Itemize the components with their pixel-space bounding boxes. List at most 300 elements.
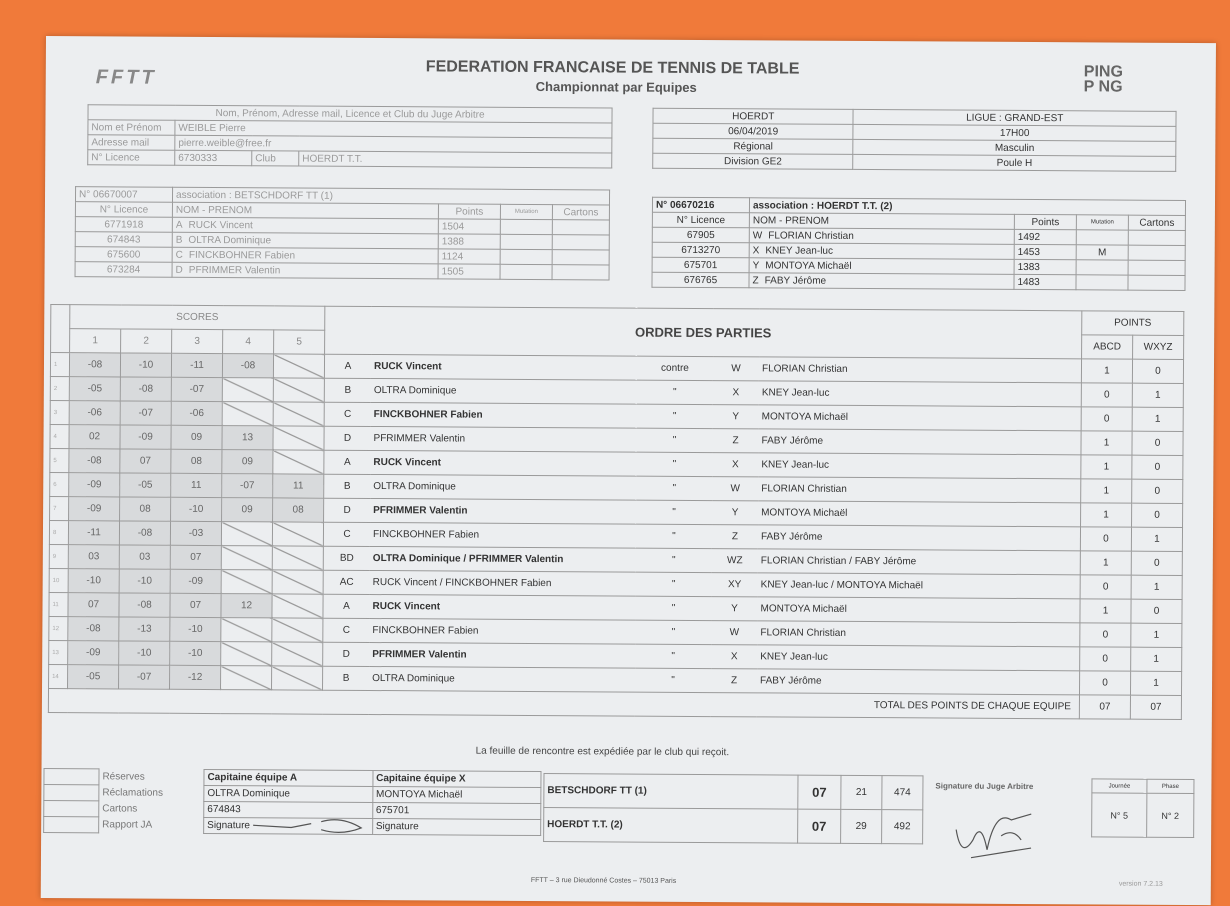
- player-points: 1504: [438, 219, 500, 234]
- set-score: -08: [69, 449, 120, 473]
- player-x-name: KNEY Jean-luc: [759, 381, 1082, 407]
- referee-table: [87, 104, 612, 168]
- rapport-label: Rapport JA: [102, 819, 153, 831]
- player-cards: [552, 265, 609, 280]
- team-a-number: N° 06670007: [75, 187, 172, 203]
- set-score: [273, 426, 324, 450]
- referee-name: WEIBLE Pierre: [175, 120, 612, 138]
- player-a-letter: C: [323, 618, 370, 642]
- points-abcd: 1: [1081, 479, 1132, 503]
- versus: ": [635, 620, 711, 644]
- match-number: 3: [50, 401, 69, 425]
- col-mutation: Mutation: [500, 204, 552, 219]
- match-number: 14: [49, 665, 68, 689]
- set-score: 02: [69, 425, 120, 449]
- player-x-letter: Y: [711, 597, 757, 621]
- player-name: [172, 247, 438, 264]
- player-x-letter: X: [711, 645, 757, 669]
- player-a-letter: AC: [323, 570, 370, 594]
- player-a-letter: D: [324, 426, 371, 450]
- referee-mail: pierre.weible@free.fr: [175, 135, 612, 153]
- captain-a-licence: 674843: [204, 801, 373, 818]
- col-cards: Cartons: [552, 205, 609, 220]
- player-letter: Z: [752, 274, 759, 286]
- referee-licence-label: N° Licence: [88, 150, 175, 166]
- player-cards: [1128, 260, 1185, 275]
- set-score: -10: [170, 641, 221, 665]
- versus: ": [635, 644, 711, 668]
- points-wxyz: 1: [1131, 575, 1182, 599]
- abcd-header: ABCD: [1082, 335, 1133, 359]
- team-a-association: association : BETSCHDORF TT (1): [172, 187, 609, 205]
- player-name: [749, 243, 1014, 260]
- player-name: [749, 228, 1014, 245]
- points-wxyz: 0: [1132, 359, 1183, 383]
- player-name: [749, 258, 1014, 275]
- player-a-name: RUCK Vincent / FINCKBOHNER Fabien: [370, 570, 636, 596]
- match-number: 8: [49, 521, 68, 545]
- set-5-header: 5: [274, 330, 325, 354]
- player-row: [75, 262, 609, 280]
- set-score: -05: [120, 473, 171, 497]
- phase-value: N° 2: [1147, 793, 1194, 837]
- player-letter: D: [175, 264, 183, 276]
- set-score: -09: [69, 497, 120, 521]
- versus: ": [636, 500, 712, 524]
- set-score: 11: [171, 473, 222, 497]
- points-abcd: 1: [1081, 455, 1132, 479]
- referee-heading: Nom, Prénom, Adresse mail, Licence et Club du Juge Arbitre: [88, 105, 612, 123]
- federation-address: FFTT – 3 rue Dieudonné Costes – 75013 Paris: [530, 876, 677, 885]
- set-score: -05: [68, 665, 119, 689]
- player-a-letter: A: [323, 594, 370, 618]
- rapport-checkbox[interactable]: [44, 817, 99, 833]
- points-abcd: 0: [1080, 575, 1131, 599]
- points-abcd: 1: [1081, 431, 1132, 455]
- player-x-name: KNEY Jean-luc: [758, 453, 1081, 479]
- player-a-letter: A: [324, 354, 371, 378]
- match-number: 5: [50, 449, 69, 473]
- match-number: 4: [50, 425, 69, 449]
- cartons-label: Cartons: [102, 803, 138, 815]
- set-score: -09: [69, 473, 120, 497]
- player-name-text: MONTOYA Michaël: [765, 259, 852, 272]
- set-score: 12: [221, 594, 272, 618]
- player-x-name: FABY Jérôme: [758, 429, 1081, 455]
- player-x-name: FLORIAN Christian: [759, 357, 1082, 383]
- ping-pong-logo: PING P NG: [1083, 63, 1123, 96]
- player-cards: [1128, 245, 1185, 260]
- points-abcd: 0: [1080, 527, 1131, 551]
- points-wxyz: 0: [1131, 551, 1182, 575]
- player-licence: 674843: [75, 232, 172, 248]
- player-x-name: FABY Jérôme: [757, 669, 1080, 695]
- set-score: [272, 618, 323, 642]
- player-name-text: RUCK Vincent: [188, 219, 253, 231]
- player-letter: B: [175, 234, 183, 246]
- result-a-score: 07: [798, 775, 841, 809]
- set-score: -09: [120, 425, 171, 449]
- set-score: -11: [68, 521, 119, 545]
- set-score: -11: [171, 353, 222, 377]
- set-score: [221, 666, 272, 690]
- meeting-level: Régional: [653, 138, 854, 154]
- player-licence: 673284: [75, 262, 172, 278]
- player-letter: C: [175, 249, 183, 261]
- points-abcd: 1: [1081, 359, 1132, 383]
- points-abcd: 0: [1081, 383, 1132, 407]
- player-letter: W: [752, 229, 763, 241]
- player-licence: 675701: [652, 257, 749, 273]
- set-score: 13: [222, 426, 273, 450]
- set-score: -07: [222, 474, 273, 498]
- player-cards: [552, 250, 609, 265]
- player-licence: 675600: [75, 247, 172, 263]
- set-score: -08: [68, 617, 119, 641]
- points-abcd: 0: [1081, 407, 1132, 431]
- set-3-header: 3: [172, 329, 223, 353]
- meeting-location: HOERDT: [653, 108, 854, 124]
- player-a-name: PFRIMMER Valentin: [369, 642, 635, 668]
- meeting-gender: Masculin: [853, 139, 1176, 156]
- set-score: -08: [69, 353, 120, 377]
- player-a-letter: BD: [323, 546, 370, 570]
- player-a-letter: B: [324, 474, 371, 498]
- player-a-name: FINCKBOHNER Fabien: [370, 522, 636, 548]
- col-points: Points: [438, 204, 500, 219]
- player-a-name: PFRIMMER Valentin: [370, 426, 636, 452]
- set-score: [221, 642, 272, 666]
- versus: ": [636, 428, 712, 452]
- points-wxyz: 1: [1131, 647, 1182, 671]
- player-name-text: KNEY Jean-luc: [765, 244, 834, 257]
- player-cards: [1128, 275, 1185, 290]
- col-name: NOM - PRENOM: [749, 213, 1014, 230]
- player-points: 1383: [1014, 259, 1076, 274]
- checkbox-table: [43, 768, 167, 834]
- round-table: [1091, 778, 1194, 838]
- results-table: [543, 773, 923, 844]
- reserves-label: Réserves: [102, 771, 145, 783]
- set-4-header: 4: [223, 330, 274, 354]
- player-cards: [552, 220, 609, 235]
- set-score: -10: [119, 641, 170, 665]
- player-a-letter: A: [324, 450, 371, 474]
- team-a-table: [75, 186, 611, 280]
- set-score: 09: [222, 498, 273, 522]
- meeting-time: 17H00: [853, 124, 1176, 141]
- result-x-sets: 29: [841, 809, 882, 843]
- set-score: -05: [69, 377, 120, 401]
- player-x-name: MONTOYA Michaël: [757, 597, 1080, 623]
- player-mutation: [1076, 230, 1128, 245]
- player-x-name: MONTOYA Michaël: [759, 405, 1082, 431]
- player-x-letter: W: [712, 477, 758, 501]
- versus: contre: [637, 356, 713, 380]
- player-licence: 676765: [652, 272, 749, 288]
- player-x-letter: X: [712, 453, 758, 477]
- result-x-team: HOERDT T.T. (2): [544, 808, 798, 844]
- set-score: [272, 594, 323, 618]
- reclamations-label: Réclamations: [102, 787, 164, 799]
- set-score: 09: [171, 425, 222, 449]
- journee-label: Journée: [1092, 779, 1147, 793]
- set-1-header: 1: [70, 329, 121, 353]
- player-mutation: [500, 249, 552, 264]
- player-a-letter: C: [324, 402, 371, 426]
- set-score: 08: [171, 449, 222, 473]
- player-a-name: RUCK Vincent: [371, 354, 637, 380]
- player-x-name: FLORIAN Christian / FABY Jérôme: [758, 549, 1081, 575]
- versus: ": [635, 596, 711, 620]
- player-a-name: PFRIMMER Valentin: [370, 498, 636, 524]
- player-points: 1453: [1014, 244, 1076, 259]
- match-number: 9: [49, 545, 68, 569]
- set-score: -08: [119, 521, 170, 545]
- set-score: -09: [68, 641, 119, 665]
- referee-signature-label: Signature du Juge Arbitre: [935, 781, 1034, 792]
- page-title: FEDERATION FRANCAISE DE TENNIS DE TABLE: [425, 58, 800, 78]
- referee-mail-label: Adresse mail: [88, 135, 175, 151]
- set-score: [272, 642, 323, 666]
- player-a-name: OLTRA Dominique: [369, 666, 635, 692]
- referee-club: HOERDT T.T.: [299, 151, 612, 168]
- reclamations-checkbox[interactable]: [44, 785, 99, 801]
- set-score: -10: [119, 569, 170, 593]
- captain-x-signature-label: Signature: [372, 819, 540, 836]
- versus: ": [637, 380, 713, 404]
- points-wxyz: 1: [1130, 671, 1181, 695]
- set-score: -07: [120, 401, 171, 425]
- col-mutation: Mutation: [1076, 215, 1128, 230]
- player-a-letter: B: [323, 666, 370, 690]
- points-wxyz: 0: [1132, 479, 1183, 503]
- player-name-text: FINCKBOHNER Fabien: [188, 249, 296, 262]
- player-licence: 67905: [652, 227, 749, 243]
- fftt-logo: FFTT: [95, 66, 157, 89]
- points-abcd: 1: [1081, 503, 1132, 527]
- set-score: [221, 546, 272, 570]
- meeting-division: Division GE2: [653, 153, 854, 169]
- player-name: [172, 217, 438, 234]
- set-score: -08: [119, 593, 170, 617]
- player-a-name: OLTRA Dominique: [370, 474, 636, 500]
- set-score: [273, 378, 324, 402]
- captain-a-label: Capitaine équipe A: [204, 769, 373, 786]
- versus: ": [636, 524, 712, 548]
- versus: ": [636, 476, 712, 500]
- player-a-name: RUCK Vincent: [369, 594, 635, 620]
- player-x-letter: Y: [713, 405, 759, 429]
- set-score: -07: [171, 377, 222, 401]
- match-order-table: [48, 304, 1184, 720]
- match-number: 11: [49, 593, 68, 617]
- points-header: POINTS: [1082, 311, 1184, 336]
- referee-name-label: Nom et Prénom: [88, 120, 175, 136]
- player-a-name: OLTRA Dominique: [371, 378, 637, 404]
- points-abcd: 0: [1080, 623, 1131, 647]
- points-wxyz: 0: [1132, 503, 1183, 527]
- result-x-score: 07: [798, 809, 841, 843]
- points-abcd: 1: [1080, 551, 1131, 575]
- player-x-letter: XY: [712, 573, 758, 597]
- col-points: Points: [1014, 214, 1076, 229]
- set-score: 03: [119, 545, 170, 569]
- set-score: -06: [171, 401, 222, 425]
- team-x-number: N° 06670216: [652, 197, 749, 213]
- player-mutation: [500, 234, 552, 249]
- result-a-team: BETSCHDORF TT (1): [544, 774, 798, 810]
- player-a-letter: D: [323, 642, 370, 666]
- result-x-points: 492: [882, 810, 923, 844]
- player-x-name: FABY Jérôme: [758, 525, 1081, 551]
- player-name: [172, 262, 438, 279]
- version: version 7.2.13: [1118, 880, 1163, 888]
- points-wxyz: 1: [1131, 527, 1182, 551]
- set-score: 07: [170, 545, 221, 569]
- player-x-letter: Z: [712, 429, 758, 453]
- player-mutation: [1076, 260, 1128, 275]
- player-x-name: KNEY Jean-luc: [757, 645, 1080, 671]
- versus: ": [635, 668, 711, 692]
- player-points: 1124: [438, 249, 500, 264]
- player-row: [652, 272, 1185, 290]
- set-score: -07: [119, 665, 170, 689]
- set-score: [221, 618, 272, 642]
- set-score: -03: [170, 521, 221, 545]
- player-mutation: [1076, 275, 1128, 290]
- points-wxyz: 1: [1132, 407, 1183, 431]
- player-name-text: FLORIAN Christian: [768, 229, 854, 242]
- points-wxyz: 0: [1132, 431, 1183, 455]
- points-wxyz: 0: [1132, 455, 1183, 479]
- player-name-text: PFRIMMER Valentin: [188, 264, 281, 276]
- points-abcd: 0: [1080, 647, 1131, 671]
- col-name: NOM - PRENOM: [172, 202, 438, 219]
- player-name: [172, 232, 438, 249]
- player-mutation: M: [1076, 245, 1128, 260]
- match-number: 10: [49, 569, 68, 593]
- result-a-points: 474: [882, 776, 923, 810]
- set-score: 08: [120, 497, 171, 521]
- player-x-letter: W: [713, 357, 759, 381]
- points-abcd: 1: [1080, 599, 1131, 623]
- col-cards: Cartons: [1128, 215, 1185, 230]
- meeting-league: LIGUE : GRAND-EST: [853, 109, 1176, 126]
- team-x-association: association : HOERDT T.T. (2): [749, 198, 1185, 216]
- player-name: [749, 273, 1014, 290]
- versus: ": [636, 452, 712, 476]
- player-points: 1505: [438, 264, 500, 279]
- player-a-name: OLTRA Dominique / PFRIMMER Valentin: [370, 546, 636, 572]
- player-mutation: [500, 219, 552, 234]
- player-a-letter: C: [323, 522, 370, 546]
- player-x-name: FLORIAN Christian: [757, 621, 1080, 647]
- versus: ": [637, 404, 713, 428]
- set-score: 09: [222, 450, 273, 474]
- player-x-letter: Z: [711, 669, 757, 693]
- match-number: 2: [50, 377, 69, 401]
- player-a-letter: D: [324, 498, 371, 522]
- set-score: 08: [273, 498, 324, 522]
- player-x-letter: Y: [712, 501, 758, 525]
- player-letter: Y: [752, 259, 760, 271]
- player-x-name: KNEY Jean-luc / MONTOYA Michaël: [758, 573, 1081, 599]
- points-wxyz: 0: [1131, 599, 1182, 623]
- player-x-letter: W: [711, 621, 757, 645]
- set-score: 11: [273, 474, 324, 498]
- points-wxyz: 1: [1131, 623, 1182, 647]
- meeting-pool: Poule H: [853, 154, 1176, 171]
- set-score: [273, 402, 324, 426]
- referee-licence: 6730333: [175, 150, 252, 165]
- captain-a-signature-label: Signature: [204, 817, 373, 834]
- set-score: -09: [170, 569, 221, 593]
- set-score: -12: [170, 665, 221, 689]
- player-points: 1492: [1014, 229, 1076, 244]
- captain-x-name: MONTOYA Michaël: [372, 787, 540, 804]
- captain-x-licence: 675701: [372, 803, 540, 820]
- versus: ": [636, 572, 712, 596]
- team-x-table: [651, 197, 1186, 291]
- player-x-letter: X: [713, 381, 759, 405]
- set-score: 07: [120, 449, 171, 473]
- player-a-name: FINCKBOHNER Fabien: [369, 618, 635, 644]
- player-licence: 6771918: [75, 217, 172, 233]
- player-a-name: RUCK Vincent: [370, 450, 636, 476]
- set-score: [221, 570, 272, 594]
- points-wxyz: 1: [1132, 383, 1183, 407]
- col-licence: N° Licence: [652, 212, 749, 228]
- set-score: -10: [120, 353, 171, 377]
- set-score: -08: [120, 377, 171, 401]
- sent-note: La feuille de rencontre est expédiée par le club qui reçoit.: [475, 745, 730, 759]
- match-number: 1: [50, 353, 69, 377]
- player-x-letter: WZ: [712, 549, 758, 573]
- player-points: 1388: [438, 234, 500, 249]
- reserves-checkbox[interactable]: [44, 769, 99, 785]
- set-score: [273, 450, 324, 474]
- set-score: [222, 402, 273, 426]
- set-score: -06: [69, 401, 120, 425]
- col-licence: N° Licence: [75, 202, 172, 218]
- set-score: -08: [222, 354, 273, 378]
- total-label: TOTAL DES POINTS DE CHAQUE EQUIPE: [48, 689, 1079, 719]
- player-name-text: FABY Jérôme: [764, 274, 827, 287]
- phase-label: Phase: [1147, 779, 1194, 793]
- set-score: [222, 378, 273, 402]
- cartons-checkbox[interactable]: [44, 801, 99, 817]
- player-a-name: FINCKBOHNER Fabien: [371, 402, 637, 428]
- set-score: 07: [68, 593, 119, 617]
- versus: ": [636, 548, 712, 572]
- set-score: -13: [119, 617, 170, 641]
- player-x-name: MONTOYA Michaël: [758, 501, 1081, 527]
- match-number: 7: [50, 497, 69, 521]
- set-score: [272, 570, 323, 594]
- set-score: 03: [68, 545, 119, 569]
- set-2-header: 2: [121, 329, 172, 353]
- set-score: -10: [68, 569, 119, 593]
- page-subtitle: Championnat par Equipes: [535, 78, 697, 95]
- set-score: [221, 522, 272, 546]
- meeting-info-table: [652, 108, 1176, 172]
- set-score: [272, 522, 323, 546]
- set-score: -10: [170, 617, 221, 641]
- player-x-letter: Z: [712, 525, 758, 549]
- player-letter: X: [752, 244, 760, 256]
- result-a-sets: 21: [841, 775, 882, 809]
